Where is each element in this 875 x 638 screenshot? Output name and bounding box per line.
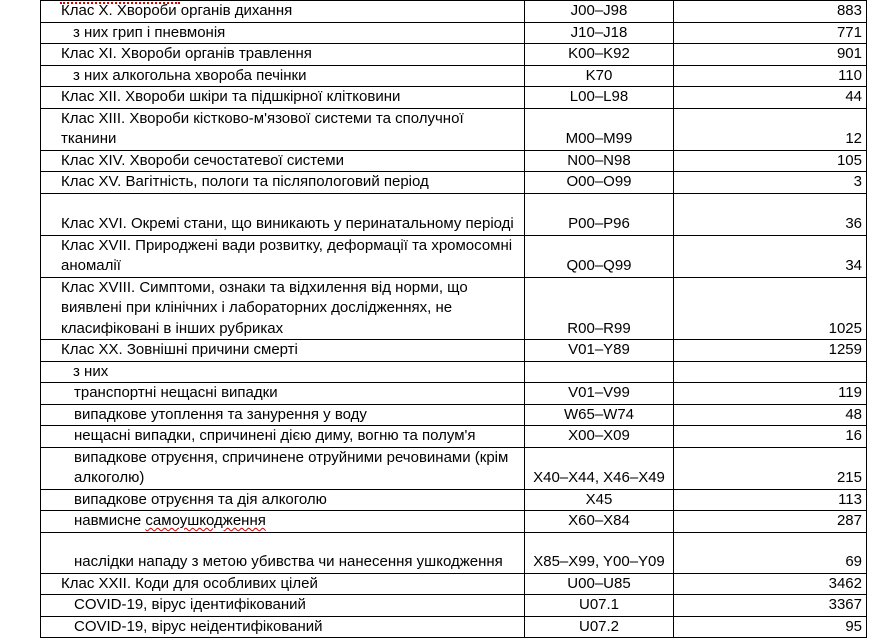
row-code: O00–O99 <box>525 172 674 194</box>
row-code: U07.2 <box>525 616 674 638</box>
row-value: 36 <box>674 193 867 235</box>
row-value: 771 <box>674 22 867 44</box>
table-row <box>41 573 867 595</box>
row-code: U00–U85 <box>525 573 674 595</box>
row-value: 287 <box>674 511 867 533</box>
row-code: J00–J98 <box>525 1 674 23</box>
row-code: P00–P96 <box>525 193 674 235</box>
row-name: Клас XVII. Природжені вади розвитку, деформації та хромосомні аномалії <box>41 235 525 277</box>
row-name: Клас XVIII. Симптоми, ознаки та відхилення від норми, що виявлені при клінічних і лабораторних дослідженнях, не класифіковані в інших рубриках <box>41 277 525 340</box>
table-row <box>41 172 867 194</box>
row-code <box>525 361 674 383</box>
row-value: 105 <box>674 150 867 172</box>
row-code: N00–N98 <box>525 150 674 172</box>
row-value: 901 <box>674 44 867 66</box>
row-value: 95 <box>674 616 867 638</box>
row-name: Клас XV. Вагітність, пологи та післяпологовий період <box>41 172 525 194</box>
row-name: COVID-19, вірус ідентифікований <box>41 595 525 617</box>
table-row <box>41 193 867 235</box>
row-value: 883 <box>674 1 867 23</box>
table-row <box>41 426 867 448</box>
row-name: транспортні нещасні випадки <box>41 383 525 405</box>
table-row <box>41 511 867 533</box>
table-row <box>41 277 867 340</box>
row-code: U07.1 <box>525 595 674 617</box>
row-value: 69 <box>674 532 867 573</box>
table-row <box>41 22 867 44</box>
row-name: нещасні випадки, спричинені дією диму, вогню та полум'я <box>41 426 525 448</box>
row-name: Клас X. Хвороби органів дихання <box>41 1 525 23</box>
table-row <box>41 44 867 66</box>
row-name: Клас XIII. Хвороби кістково-м'язової системи та сполучної тканини <box>41 108 525 150</box>
row-code: J10–J18 <box>525 22 674 44</box>
table-row <box>41 1 867 23</box>
row-value: 119 <box>674 383 867 405</box>
row-name: COVID-19, вірус неідентифікований <box>41 616 525 638</box>
table-row <box>41 616 867 638</box>
table-row <box>41 108 867 150</box>
table-row <box>41 404 867 426</box>
table-row <box>41 489 867 511</box>
row-code: X45 <box>525 489 674 511</box>
row-value: 12 <box>674 108 867 150</box>
row-code: W65–W74 <box>525 404 674 426</box>
row-name: Клас XI. Хвороби органів травлення <box>41 44 525 66</box>
row-name: з них грип і пневмонія <box>41 22 525 44</box>
row-code: R00–R99 <box>525 277 674 340</box>
row-code: K00–K92 <box>525 44 674 66</box>
table-row <box>41 595 867 617</box>
table-row <box>41 340 867 362</box>
row-name: випадкове отруєння, спричинене отруйними речовинами (крім алкоголю) <box>41 447 525 489</box>
table-row <box>41 447 867 489</box>
spellcheck-word: самоушкодження <box>145 512 266 529</box>
document-table-container <box>40 0 862 638</box>
row-code: X40–X44, X46–X49 <box>525 447 674 489</box>
row-value: 34 <box>674 235 867 277</box>
row-code: V01–Y89 <box>525 340 674 362</box>
row-value: 1025 <box>674 277 867 340</box>
row-value: 215 <box>674 447 867 489</box>
row-code: Q00–Q99 <box>525 235 674 277</box>
row-name: Клас XVI. Окремі стани, що виникають у перинатальному періоді <box>41 193 525 235</box>
row-name: випадкове утоплення та занурення у воду <box>41 404 525 426</box>
table-row <box>41 383 867 405</box>
row-name: наслідки нападу з метою убивства чи нанесення ушкодження <box>41 532 525 573</box>
row-code: K70 <box>525 65 674 87</box>
row-name: з них <box>41 361 525 383</box>
table-row <box>41 150 867 172</box>
row-name: випадкове отруєння та дія алкоголю <box>41 489 525 511</box>
row-value: 3367 <box>674 595 867 617</box>
mortality-table <box>40 0 867 638</box>
row-name: Клас XIV. Хвороби сечостатевої системи <box>41 150 525 172</box>
table-row <box>41 65 867 87</box>
row-value: 110 <box>674 65 867 87</box>
table-row <box>41 361 867 383</box>
row-code: X60–X84 <box>525 511 674 533</box>
row-name: Клас XXII. Коди для особливих цілей <box>41 573 525 595</box>
row-name: Клас XII. Хвороби шкіри та підшкірної клітковини <box>41 87 525 109</box>
table-row <box>41 235 867 277</box>
row-code: X00–X09 <box>525 426 674 448</box>
row-value: 44 <box>674 87 867 109</box>
row-name: навмисне самоушкодження <box>41 511 525 533</box>
table-row <box>41 87 867 109</box>
row-code: V01–V99 <box>525 383 674 405</box>
table-row <box>41 532 867 573</box>
row-value: 3 <box>674 172 867 194</box>
row-value: 3462 <box>674 573 867 595</box>
row-name: Клас XX. Зовнішні причини смерті <box>41 340 525 362</box>
row-value: 48 <box>674 404 867 426</box>
row-value <box>674 361 867 383</box>
row-name: з них алкогольна хвороба печінки <box>41 65 525 87</box>
row-value: 1259 <box>674 340 867 362</box>
row-value: 113 <box>674 489 867 511</box>
row-code: X85–X99, Y00–Y09 <box>525 532 674 573</box>
row-code: L00–L98 <box>525 87 674 109</box>
row-value: 16 <box>674 426 867 448</box>
row-code: M00–M99 <box>525 108 674 150</box>
